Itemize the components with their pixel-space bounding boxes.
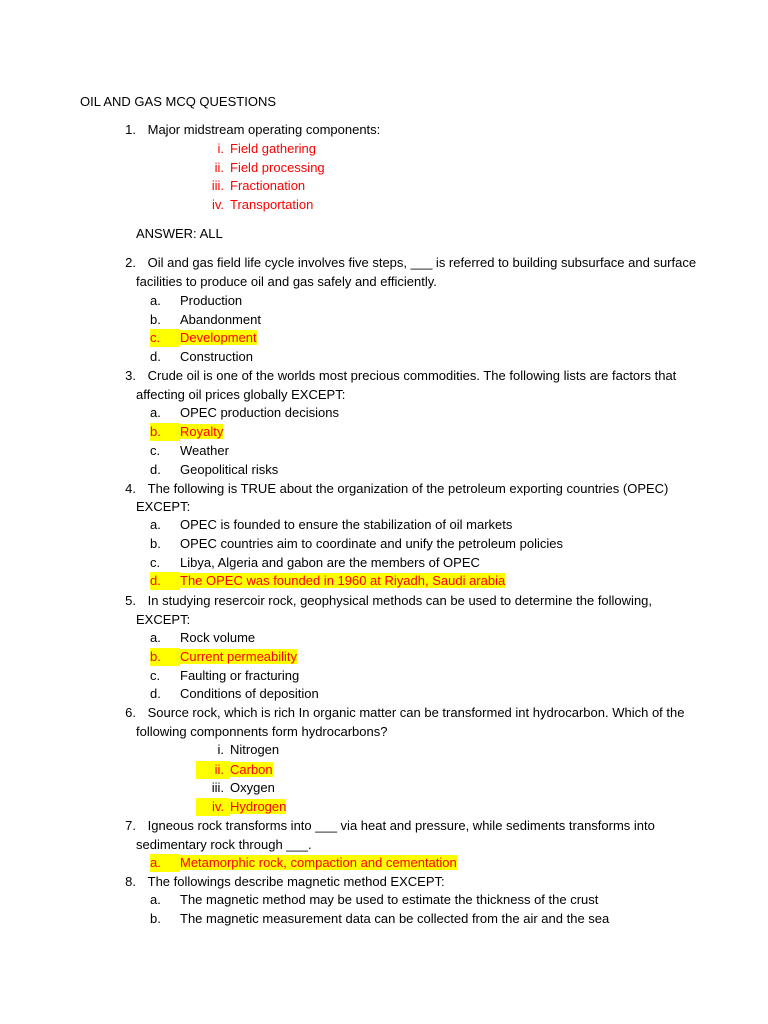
option — [150, 404, 339, 422]
option — [150, 629, 255, 647]
question-text-continued: facilities to produce oil and gas safely and efficiently. — [136, 274, 437, 289]
option — [150, 311, 261, 329]
question-number: 4. — [125, 481, 136, 496]
question-number: 2. — [125, 255, 136, 270]
option — [150, 348, 253, 366]
option-text: Metamorphic rock, compaction and cementation — [180, 855, 457, 870]
question-text: Igneous rock transforms into ___ via heat and pressure, while sediments transforms into — [147, 818, 655, 833]
question-text-continued: EXCEPT: — [136, 499, 191, 514]
option-marker: ii. — [214, 160, 224, 175]
option-text: Development — [180, 330, 257, 345]
option — [150, 667, 299, 685]
question-text: In studying resercoir rock, geophysical methods can be used to determine the following, — [147, 593, 653, 608]
option — [150, 461, 278, 479]
option-marker: b. — [150, 536, 161, 551]
option — [150, 516, 512, 534]
question-number: 8. — [125, 874, 136, 889]
option-text: Abandonment — [180, 312, 261, 327]
question-text: Crude oil is one of the worlds most precious commodities. The following lists are factors that — [147, 368, 677, 383]
option-marker: a. — [150, 892, 161, 907]
option-text: Hydrogen — [230, 799, 287, 814]
question-text-continued: affecting oil prices globally EXCEPT: — [136, 387, 346, 402]
question-text-continued: EXCEPT: — [136, 612, 191, 627]
question-text: The followings describe magnetic method EXCEPT: — [147, 874, 445, 889]
question-number: 3. — [125, 368, 136, 383]
question-number: 6. — [125, 705, 136, 720]
option-answer — [150, 648, 297, 666]
option-marker: d. — [150, 462, 161, 477]
question-text: Oil and gas field life cycle involves five steps, ___ is referred to building subsurface and surface — [147, 255, 697, 270]
option — [196, 196, 313, 214]
option-marker: c. — [150, 443, 161, 458]
option-marker: iii. — [211, 178, 224, 193]
question-7 — [108, 817, 655, 835]
option-answer — [150, 854, 457, 872]
option-answer — [196, 761, 273, 779]
document-title: OIL AND GAS MCQ QUESTIONS — [80, 94, 276, 109]
option-text: Field processing — [230, 160, 325, 175]
option-marker: a. — [150, 630, 161, 645]
option-marker: d. — [150, 349, 161, 364]
option-text: Nitrogen — [230, 742, 280, 757]
option — [196, 159, 325, 177]
option-marker: ii. — [196, 761, 230, 779]
option-text: OPEC countries aim to coordinate and unify the petroleum policies — [180, 536, 563, 551]
option-marker: d. — [150, 686, 161, 701]
option-text: Weather — [180, 443, 229, 458]
option-answer — [150, 572, 505, 590]
option-marker: a. — [150, 517, 161, 532]
option-text: The magnetic method may be used to estimate the thickness of the crust — [180, 892, 599, 907]
question-3 — [108, 367, 676, 385]
question-4 — [108, 480, 668, 498]
option — [150, 891, 598, 909]
option — [150, 442, 229, 460]
option-text: Conditions of deposition — [180, 686, 319, 701]
question-5 — [108, 592, 652, 610]
question-1 — [108, 121, 380, 139]
option-text: OPEC is founded to ensure the stabilization of oil markets — [180, 517, 513, 532]
option-marker: c. — [150, 555, 161, 570]
option-marker: i. — [217, 141, 224, 156]
option — [196, 140, 316, 158]
option-answer — [196, 798, 286, 816]
question-number: 5. — [125, 593, 136, 608]
option-marker: d. — [150, 572, 180, 590]
option — [196, 741, 279, 759]
option-marker: iv. — [211, 197, 224, 212]
option-marker: c. — [150, 329, 180, 347]
option-text: Royalty — [180, 424, 224, 439]
question-number: 7. — [125, 818, 136, 833]
option-marker: b. — [150, 911, 161, 926]
question-6 — [108, 704, 684, 722]
option-marker: c. — [150, 668, 161, 683]
option-text: Transportation — [230, 197, 314, 212]
option-text: OPEC production decisions — [180, 405, 339, 420]
question-text: Source rock, which is rich In organic matter can be transformed int hydrocarbon. Which of the — [147, 705, 685, 720]
option-text: Libya, Algeria and gabon are the members of OPEC — [180, 555, 480, 570]
option — [150, 292, 242, 310]
option-marker: iv. — [196, 798, 230, 816]
option-text: Faulting or fracturing — [180, 668, 300, 683]
option-text: Rock volume — [180, 630, 256, 645]
option-marker: i. — [217, 742, 224, 757]
option-text: Geopolitical risks — [180, 462, 279, 477]
option-answer — [150, 423, 223, 441]
option-text: The OPEC was founded in 1960 at Riyadh, Saudi arabia — [180, 573, 506, 588]
option-marker: b. — [150, 648, 180, 666]
option — [150, 535, 563, 553]
question-number: 1. — [125, 122, 136, 137]
answer-line: ANSWER: ALL — [136, 226, 223, 241]
option-text: Construction — [180, 349, 253, 364]
option — [196, 779, 275, 797]
option-marker: a. — [150, 405, 161, 420]
option-text: Fractionation — [230, 178, 306, 193]
question-8 — [108, 873, 445, 891]
question-text-continued: following componnents form hydrocarbons? — [136, 724, 388, 739]
option-marker: b. — [150, 423, 180, 441]
question-2 — [108, 254, 696, 272]
option-marker: iii. — [211, 780, 224, 795]
option-text: Field gathering — [230, 141, 316, 156]
question-text-continued: sedimentary rock through ___. — [136, 837, 312, 852]
option — [150, 554, 480, 572]
option-answer — [150, 329, 257, 347]
option-text: Current permeability — [180, 649, 298, 664]
question-text: Major midstream operating components: — [147, 122, 381, 137]
option — [150, 910, 609, 928]
option — [196, 177, 305, 195]
option-marker: b. — [150, 312, 161, 327]
option-text: Oxygen — [230, 780, 275, 795]
question-text: The following is TRUE about the organization of the petroleum exporting countries (OPEC) — [147, 481, 669, 496]
option-text: Carbon — [230, 762, 273, 777]
option-text: The magnetic measurement data can be collected from the air and the sea — [180, 911, 610, 926]
option-marker: a. — [150, 854, 180, 872]
option-text: Production — [180, 293, 243, 308]
option-marker: a. — [150, 293, 161, 308]
option — [150, 685, 319, 703]
